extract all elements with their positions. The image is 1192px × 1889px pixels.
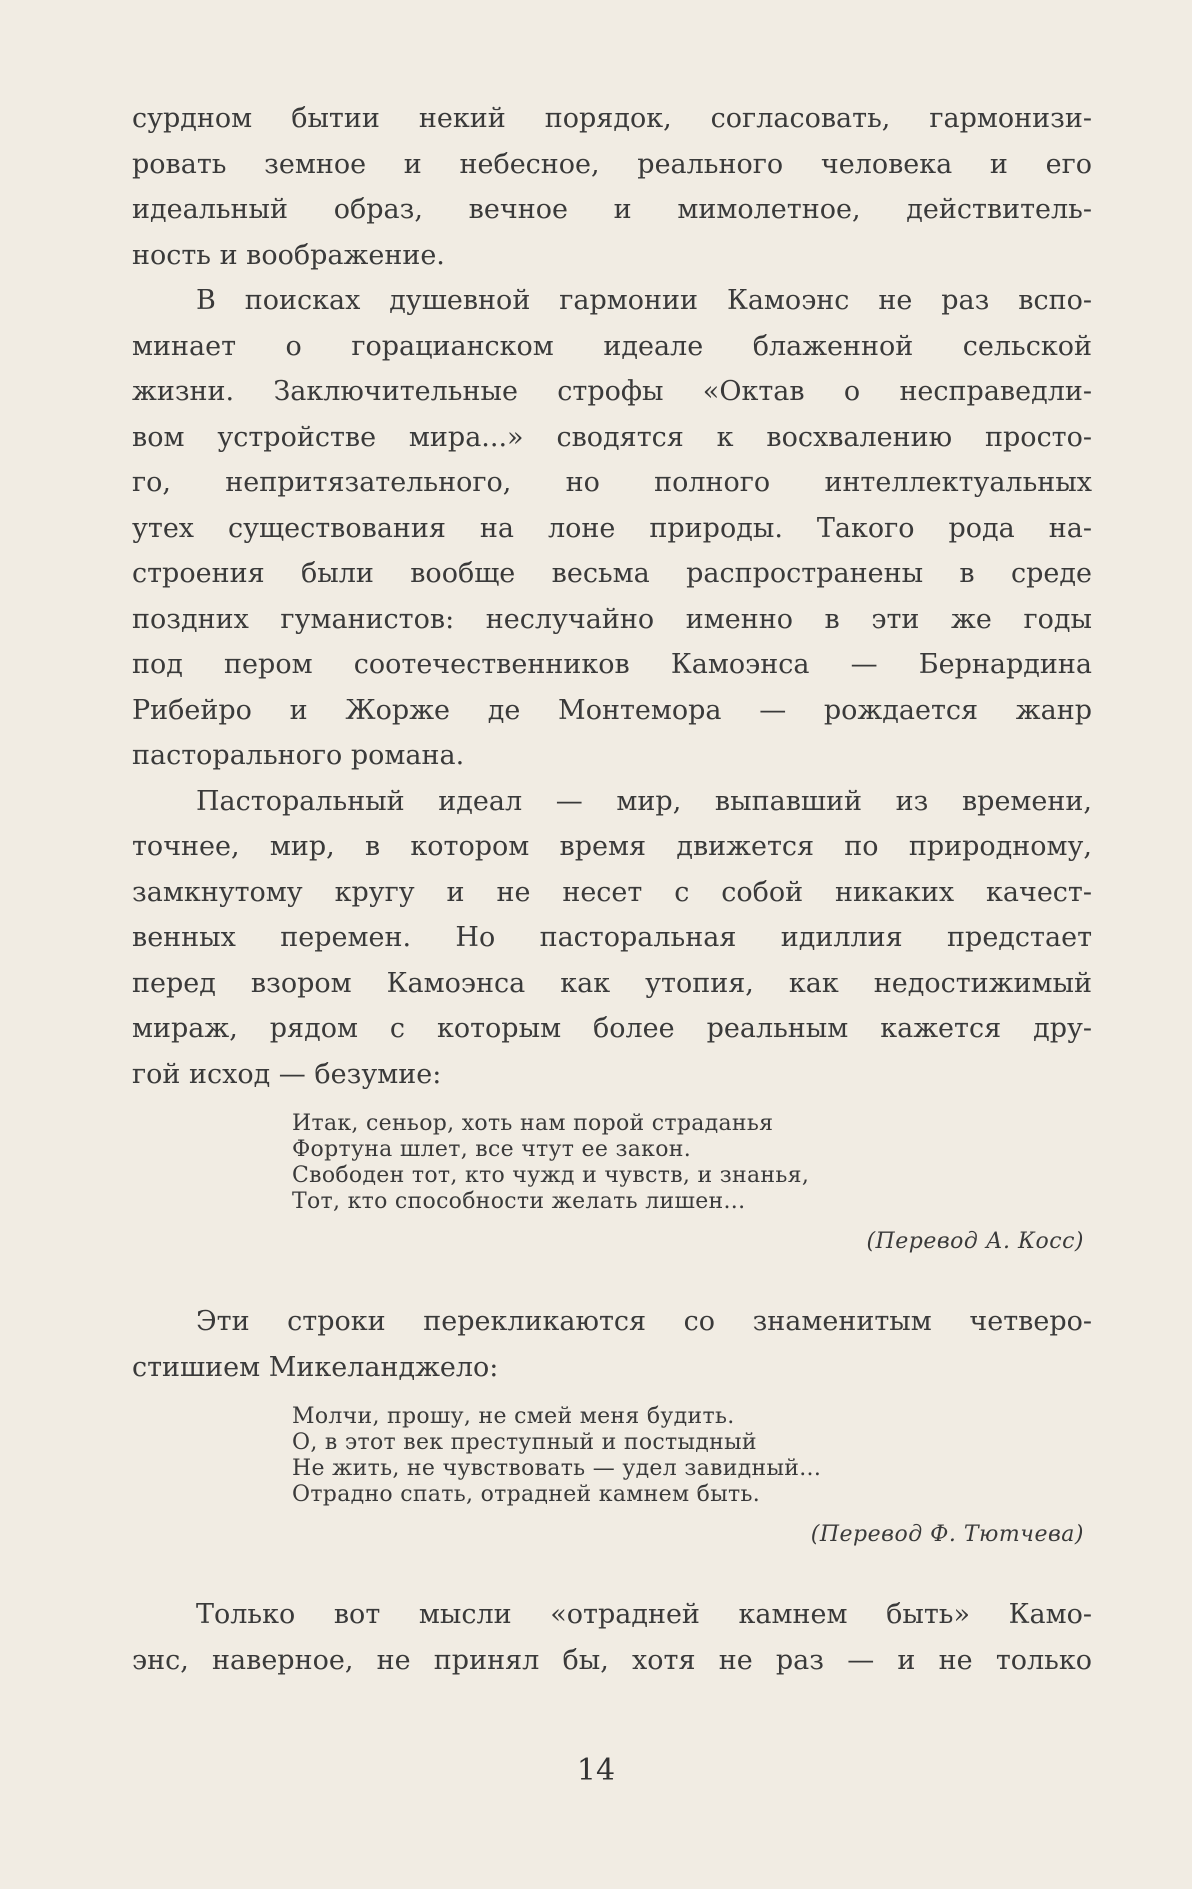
verse-line: Тот, кто способности желать лишен... bbox=[292, 1189, 746, 1214]
paragraph-4 bbox=[132, 1299, 1092, 1390]
spacer bbox=[132, 1257, 1092, 1299]
verse-line: Отрадно спать, отрадней камнем быть. bbox=[292, 1482, 761, 1507]
text-line: вом устройстве мира...» сводятся к восхвалению просто- bbox=[132, 421, 1092, 453]
text-line: пасторального романа. bbox=[132, 740, 465, 771]
text-line: венных перемен. Но пасторальная идиллия предстает bbox=[132, 922, 1092, 953]
text-line: Только вот мысли «отрадней камнем быть» Камо- bbox=[196, 1599, 1092, 1630]
verse-line: О, в этот век преступный и постыдный bbox=[292, 1430, 757, 1455]
paragraph-1 bbox=[132, 96, 1092, 278]
spacer bbox=[132, 1550, 1092, 1592]
paragraph-2 bbox=[132, 278, 1092, 779]
text-line: Эти строки перекликаются со знаменитым четверо- bbox=[196, 1306, 1092, 1337]
translation-attribution: (Перевод А. Косс) bbox=[866, 1229, 1084, 1254]
page-number: 14 bbox=[576, 1753, 616, 1788]
translation-attribution: (Перевод Ф. Тютчева) bbox=[810, 1522, 1084, 1547]
verse-line: Фортуна шлет, все чтут ее закон. bbox=[292, 1137, 692, 1162]
text-line: ровать земное и небесное, реального человека и его bbox=[132, 148, 1092, 180]
verse-line: Итак, сеньор, хоть нам порой страданья bbox=[292, 1111, 774, 1136]
text-line: го, непритязательного, но полного интеллектуальных bbox=[132, 467, 1092, 498]
text-line: утех существования на лоне природы. Такого рода на- bbox=[132, 512, 1092, 544]
text-line: стишием Микеланджело: bbox=[132, 1351, 499, 1383]
text-line: жизни. Заключительные строфы «Октав о несправедли- bbox=[132, 376, 1092, 407]
text-line: идеальный образ, вечное и мимолетное, действитель- bbox=[132, 194, 1092, 225]
text-line: мираж, рядом с которым более реальным кажется дру- bbox=[132, 1013, 1092, 1044]
text-line: энс, наверное, не принял бы, хотя не раз — и не только bbox=[132, 1644, 1092, 1676]
text-line: Пасторальный идеал — мир, выпавший из времени, bbox=[196, 785, 1092, 817]
text-line: замкнутому кругу и не несет с собой никаких качест- bbox=[132, 876, 1092, 908]
verse-line: Не жить, не чувствовать — удел завидный... bbox=[292, 1456, 822, 1481]
text-line: ность и воображение. bbox=[132, 239, 445, 271]
text-line: сурдном бытии некий порядок, согласовать, гармонизи- bbox=[132, 103, 1092, 134]
verse-quote-1 bbox=[292, 1111, 1092, 1257]
text-line: В поисках душевной гармонии Камоэнс не раз вспо- bbox=[196, 285, 1092, 316]
text-line: строения были вообще весьма распространены в среде bbox=[132, 558, 1092, 589]
text-line: точнее, мир, в котором время движется по природному, bbox=[132, 831, 1092, 862]
text-line: поздних гуманистов: неслучайно именно в эти же годы bbox=[132, 603, 1092, 635]
verse-line: Молчи, прошу, не смей меня будить. bbox=[292, 1404, 735, 1429]
verse-quote-2 bbox=[292, 1404, 1092, 1550]
text-line: под пером соотечественников Камоэнса — Бернардина bbox=[132, 649, 1092, 680]
text-line: минает о горацианском идеале блаженной сельской bbox=[132, 330, 1092, 362]
paragraph-5 bbox=[132, 1592, 1092, 1683]
page-body bbox=[132, 96, 1092, 1683]
verse-line: Свободен тот, кто чужд и чувств, и знанья, bbox=[292, 1163, 810, 1188]
paragraph-3 bbox=[132, 779, 1092, 1098]
text-line: гой исход — безумие: bbox=[132, 1058, 442, 1090]
text-line: Рибейро и Жорже де Монтемора — рождается жанр bbox=[132, 694, 1092, 726]
text-line: перед взором Камоэнса как утопия, как недостижимый bbox=[132, 967, 1092, 999]
